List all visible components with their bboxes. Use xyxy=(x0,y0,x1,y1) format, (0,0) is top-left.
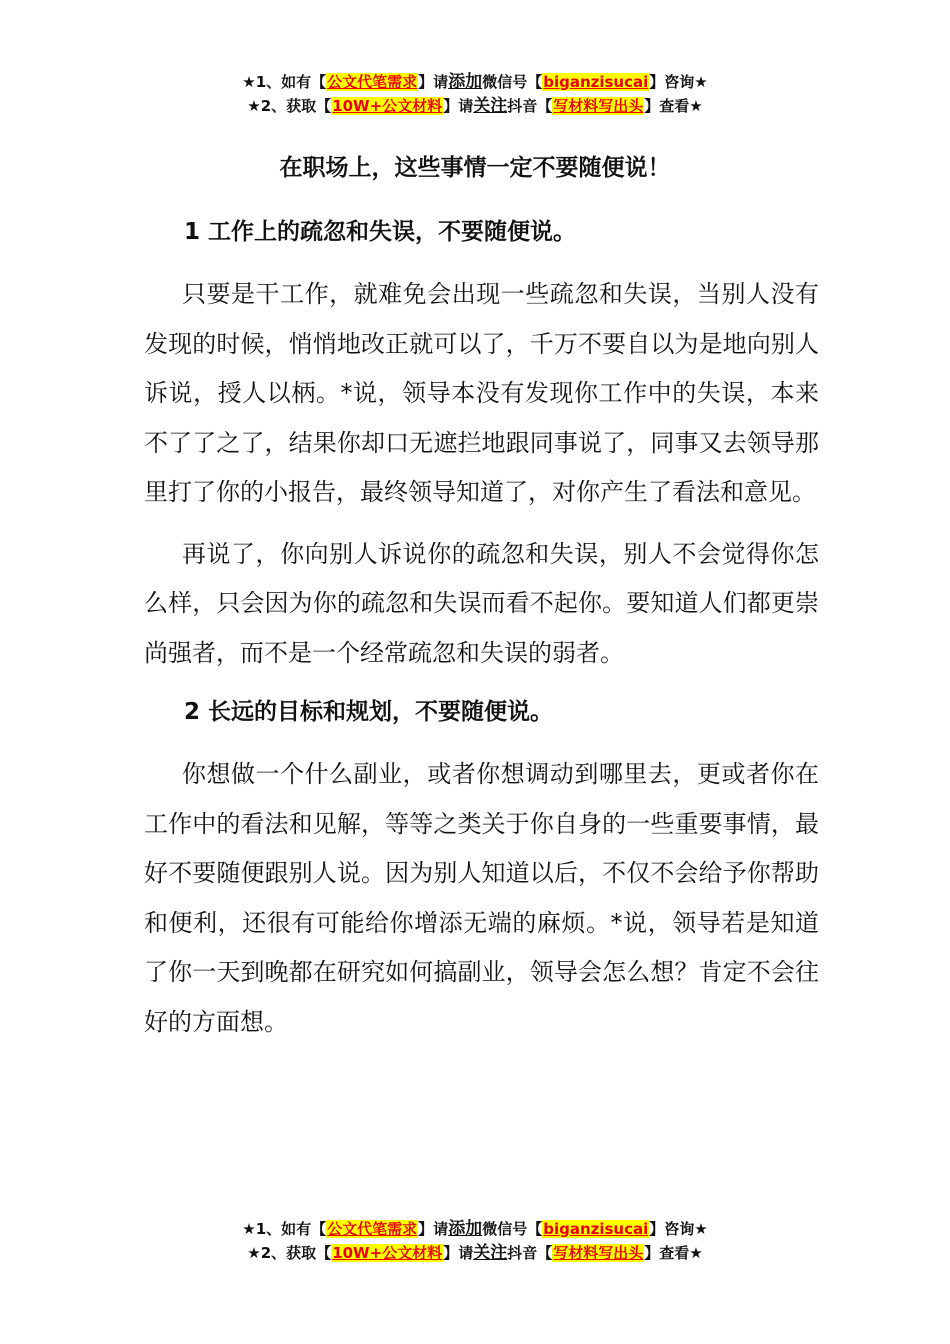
emphasis-follow: 关注 xyxy=(473,96,508,116)
section-heading-1: 1 工作上的疏忽和失误，不要随便说。 xyxy=(184,219,577,245)
banner-line-2 xyxy=(0,94,950,118)
paragraph-1: 只要是干工作，就难免会出现一些疏忽和失误，当别人没有发现的时候，悄悄地改正就可以了，千万不要自以为是地向别人诉说，授人以柄。*说，领导本没有发现你工作中的失误，本来不了了之了，结果你却口无遮拦地跟同事说了，同事又去领导那里打了你的小报告，最终领导知道了，对你产生了看法和意见。 xyxy=(144,280,819,506)
highlight-materials: 10W+公文材料 xyxy=(332,1244,443,1262)
banner-text: 】请 xyxy=(443,1244,474,1262)
banner-line-1 xyxy=(0,70,950,94)
section-heading-2: 2 长远的目标和规划，不要随便说。 xyxy=(184,699,554,725)
banner-text: 】请 xyxy=(418,1220,449,1238)
top-banner xyxy=(0,70,950,118)
banner-text: 抖音【 xyxy=(507,97,553,115)
banner-text: 】查看★ xyxy=(644,97,703,115)
banner-text: ★1、如有【 xyxy=(242,1220,327,1238)
banner-text: 】咨询★ xyxy=(649,1220,708,1238)
paragraph-2: 再说了，你向别人诉说你的疏忽和失误，别人不会觉得你怎么样，只会因为你的疏忽和失误而看不起你。要知道人们都更崇尚强者，而不是一个经常疏忽和失误的弱者。 xyxy=(144,539,819,667)
banner-text: 微信号【 xyxy=(482,1220,543,1238)
banner-text: ★2、获取【 xyxy=(247,97,332,115)
emphasis-add: 添加 xyxy=(448,1219,483,1239)
banner-text: 】咨询★ xyxy=(649,73,708,91)
document-body xyxy=(144,210,819,1059)
document-title: 在职场上，这些事情一定不要随便说！ xyxy=(279,155,671,181)
banner-line-2 xyxy=(0,1241,950,1265)
banner-text: ★2、获取【 xyxy=(247,1244,332,1262)
highlight-douyin: 写材料写出头 xyxy=(553,1244,644,1262)
banner-text: ★1、如有【 xyxy=(242,73,327,91)
highlight-wechat-id: biganzisucai xyxy=(543,73,649,91)
highlight-wechat-id: biganzisucai xyxy=(543,1220,649,1238)
banner-text: 抖音【 xyxy=(507,1244,553,1262)
highlight-douyin: 写材料写出头 xyxy=(553,97,644,115)
banner-text: 】请 xyxy=(443,97,474,115)
banner-line-1 xyxy=(0,1217,950,1241)
emphasis-follow: 关注 xyxy=(473,1243,508,1263)
emphasis-add: 添加 xyxy=(448,72,483,92)
paragraph-3: 你想做一个什么副业，或者你想调动到哪里去，更或者你在工作中的看法和见解，等等之类关于你自身的一些重要事情，最好不要随便跟别人说。因为别人知道以后，不仅不会给予你帮助和便利，还很有可能给你增添无端的麻烦。*说，领导若是知道了你一天到晚都在研究如何搞副业，领导会怎么想？肯定不会往好的方面想。 xyxy=(144,760,819,1036)
banner-text: 】查看★ xyxy=(644,1244,703,1262)
bottom-banner xyxy=(0,1217,950,1265)
highlight-materials: 10W+公文材料 xyxy=(332,97,443,115)
banner-text: 微信号【 xyxy=(482,73,543,91)
highlight-ghostwriting: 公文代笔需求 xyxy=(327,73,418,91)
highlight-ghostwriting: 公文代笔需求 xyxy=(327,1220,418,1238)
banner-text: 】请 xyxy=(418,73,449,91)
